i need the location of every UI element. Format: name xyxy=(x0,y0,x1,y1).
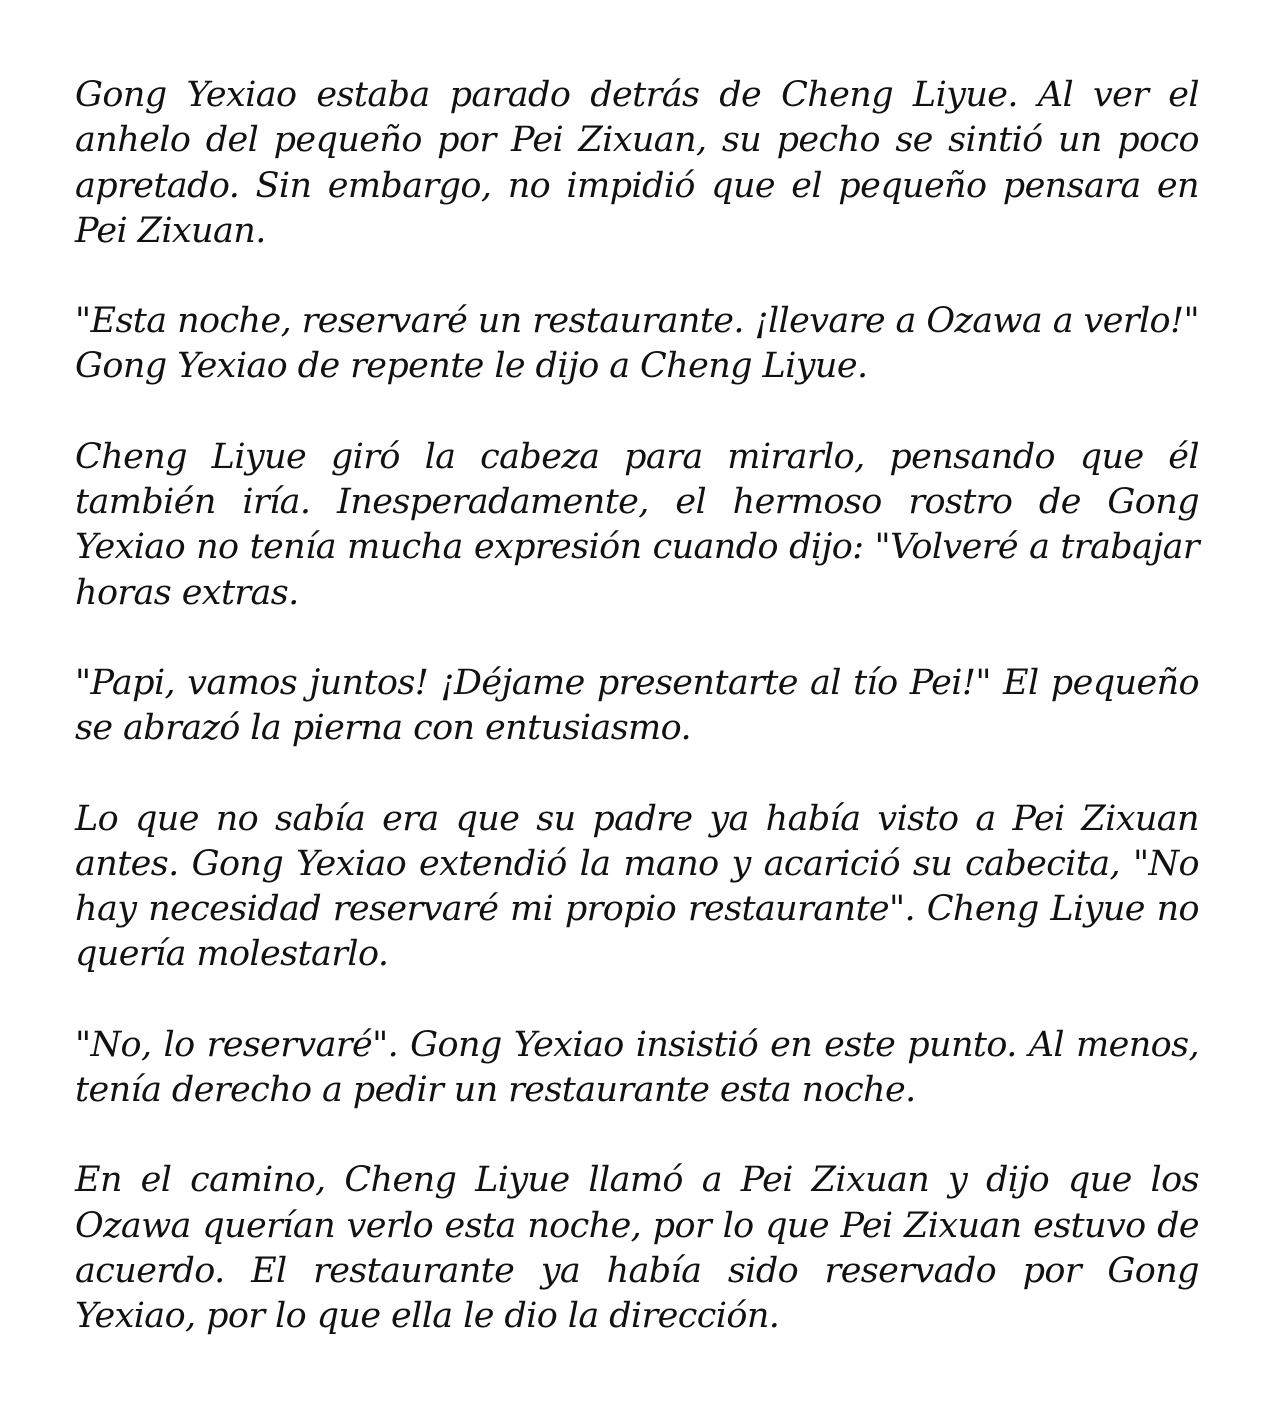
paragraph-6: "No, lo reservaré". Gong Yexiao insistió en este punto. Al menos, tenía derecho a pedir un restaurante esta noche. xyxy=(75,1024,1199,1111)
paragraph-3: Cheng Liyue giró la cabeza para mirarlo, pensando que él también iría. Inesperadamente, el hermoso rostro de Gong Yexiao no tenía mucha expresión cuando dijo: "Volveré a trabajar horas extras. xyxy=(75,436,1199,613)
document-body xyxy=(75,73,1199,1385)
paragraph-5: Lo que no sabía era que su padre ya había visto a Pei Zixuan antes. Gong Yexiao extendió la mano y acarició su cabecita, "No hay necesidad reservaré mi propio restaurante". Cheng Liyue no quería molestarlo. xyxy=(75,798,1199,975)
paragraph-4: "Papi, vamos juntos! ¡Déjame presentarte al tío Pei!" El pequeño se abrazó la pierna con entusiasmo. xyxy=(75,662,1199,749)
paragraph-1: Gong Yexiao estaba parado detrás de Cheng Liyue. Al ver el anhelo del pequeño por Pei Zixuan, su pecho se sintió un poco apretado. Sin embargo, no impidió que el pequeño pensara en Pei Zixuan. xyxy=(75,75,1199,251)
paragraph-2: "Esta noche, reservaré un restaurante. ¡llevare a Ozawa a verlo!" Gong Yexiao de repente le dijo a Cheng Liyue. xyxy=(75,301,1199,387)
paragraph-7: En el camino, Cheng Liyue llamó a Pei Zixuan y dijo que los Ozawa querían verlo esta noche, por lo que Pei Zixuan estuvo de acuerdo. El restaurante ya había sido reservado por Gong Yexiao, por lo que ella le dio la dirección. xyxy=(75,1160,1199,1337)
